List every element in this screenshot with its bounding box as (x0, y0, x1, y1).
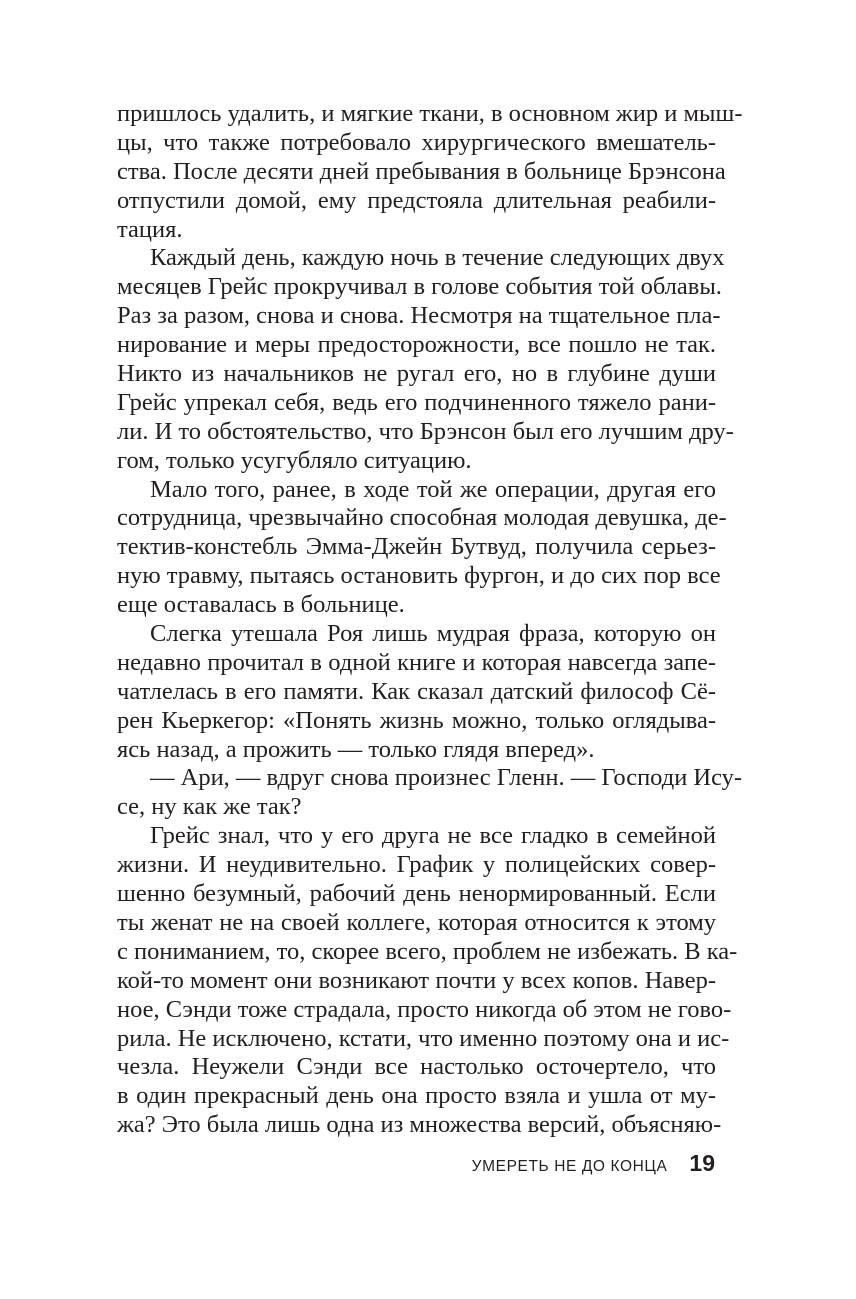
page-number: 19 (689, 1150, 715, 1176)
text-line: чатлелась в его памяти. Как сказал датский философ Сё- (117, 677, 716, 705)
text-line: гом, только усугубляло ситуацию. (117, 446, 472, 474)
text-line: Каждый день, каждую ночь в течение следующих двух (150, 244, 725, 272)
page-footer (472, 1150, 715, 1177)
running-title: УМЕРЕТЬ НЕ ДО КОНЦА (471, 1158, 668, 1175)
text-line: шенно безумный, рабочий день ненормированный. Если (117, 880, 716, 908)
text-line: тектив-констебль Эмма-Джейн Бутвуд, получила серьез- (117, 533, 716, 561)
text-line: пришлось удалить, и мягкие ткани, в основном жир и мыш- (117, 100, 743, 127)
body-text (117, 100, 743, 1140)
text-line: Грейс упрекал себя, ведь его подчиненного тяжело рани- (117, 388, 716, 416)
text-line: ты женат не на своей коллеге, которая относится к этому (117, 908, 716, 936)
text-line: ли. И то обстоятельство, что Брэнсон был его лучшим дру- (117, 417, 734, 445)
text-line: чезла. Неужели Сэнди все настолько осточертело, что (117, 1053, 716, 1081)
text-line: отпустили домой, ему предстояла длительная реабили- (117, 186, 716, 214)
text-line: в один прекрасный день она просто взяла и ушла от му- (117, 1082, 716, 1110)
text-line: недавно прочитал в одной книге и которая навсегда запе- (117, 648, 716, 676)
text-line: нирование и меры предосторожности, все пошло не так. (117, 331, 716, 359)
text-line: — Ари, — вдруг снова произнес Гленн. — Господи Ису- (150, 764, 743, 792)
text-line: жа? Это была лишь одна из множества версий, объясняю- (117, 1111, 722, 1139)
text-line: тация. (117, 215, 183, 243)
text-line: Раз за разом, снова и снова. Несмотря на тщательное пла- (117, 302, 721, 330)
paragraph (117, 822, 738, 1140)
paragraph (117, 764, 743, 822)
text-line: Никто из начальников не ругал его, но в глубине души (117, 360, 716, 388)
text-line: Мало того, ранее, в ходе той же операции, другая его (150, 475, 716, 503)
text-line: еще оставалась в больнице. (117, 591, 405, 619)
text-line: ное, Сэнди тоже страдала, просто никогда об этом не гово- (117, 995, 732, 1023)
text-line: месяцев Грейс прокручивал в голове события той облавы. (117, 273, 722, 301)
text-line: Слегка утешала Роя лишь мудрая фраза, которую он (150, 620, 716, 648)
paragraph (117, 244, 734, 475)
text-line: цы, что также потребовало хирургического вмешатель- (117, 128, 716, 156)
paragraph (117, 100, 743, 244)
paragraph (117, 620, 716, 764)
text-line: ную травму, пытаясь остановить фургон, и до сих пор все (117, 562, 721, 590)
paragraph (117, 475, 727, 620)
text-line: жизни. И неудивительно. График у полицейских совер- (117, 851, 716, 879)
text-line: сотрудница, чрезвычайно способная молодая девушка, де- (117, 504, 727, 532)
text-line: рен Кьеркегор: «Понять жизнь можно, только оглядыва- (117, 706, 716, 734)
text-line: с пониманием, то, скорее всего, проблем не избежать. В ка- (117, 937, 738, 965)
text-line: се, ну как же так? (117, 793, 302, 821)
text-line: кой-то момент они возникают почти у всех копов. Навер- (117, 966, 716, 994)
text-line: ства. После десяти дней пребывания в больнице Брэнсона (117, 157, 726, 185)
text-line: Грейс знал, что у его друга не все гладко в семейной (150, 822, 716, 850)
text-line: рила. Не исключено, кстати, что именно поэтому она и ис- (117, 1024, 730, 1052)
text-line: ясь назад, а прожить — только глядя вперед». (117, 735, 595, 763)
